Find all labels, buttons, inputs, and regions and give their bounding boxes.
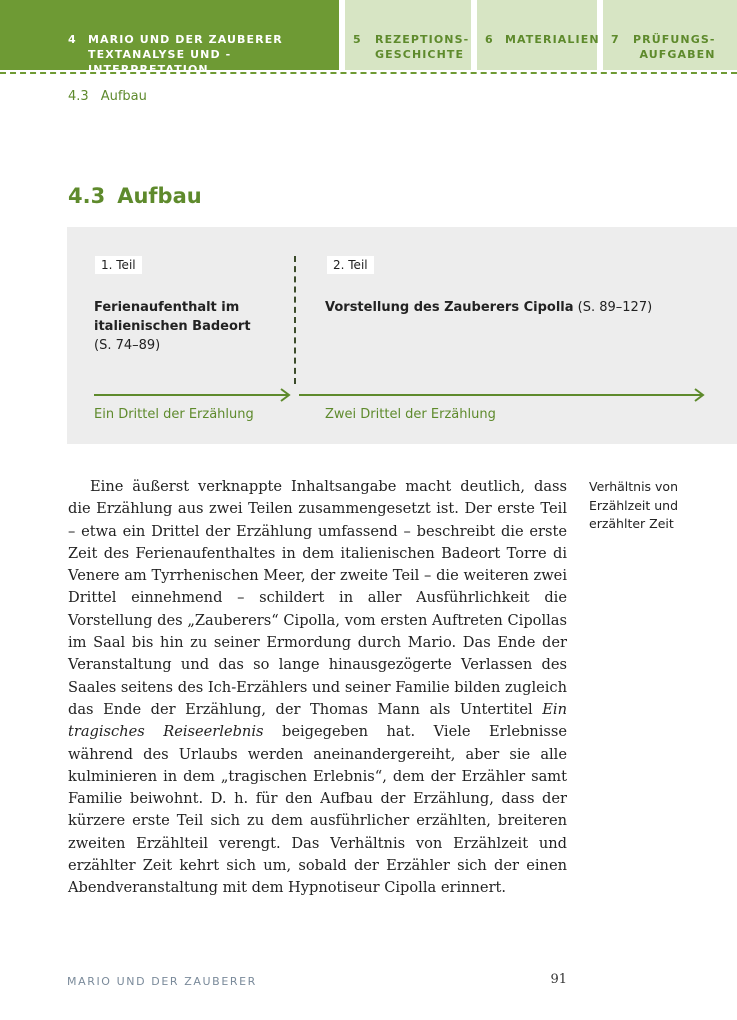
- margin-note: [589, 478, 719, 534]
- part1-desc-line2: italienischen Badeort: [94, 319, 251, 334]
- part1-desc-line1: Ferienaufenthalt im: [94, 300, 240, 315]
- tab-label-line1: MARIO UND DER ZAUBERER: [88, 33, 283, 46]
- tab-textanalyse[interactable]: [0, 0, 339, 76]
- part2-arrow-icon: [299, 389, 703, 401]
- part1-pages: (S. 74–89): [94, 338, 161, 353]
- part1-description: [94, 298, 284, 355]
- running-head: [68, 89, 147, 104]
- part2-share: Zwei Drittel der Erzählung: [325, 407, 496, 422]
- tab-pruefungsaufgaben[interactable]: [603, 0, 737, 70]
- body-text-part1: Eine äußerst verknappte Inhaltsangabe macht deutlich, dass die Erzählung aus zwei Teilen zusammengesetzt ist. Der erste Teil – etwa ein Drittel der Erzählung umfassend – beschreibt die erste Zeit des Ferienaufenthaltes in dem italienischen Badeort Torre di Venere am Tyrrhenischen Meer, der zweite Teil – die weiteren zwei Drittel einnehmend – schildert in aller Ausführlichkeit die Vorstellung des „Zauberers“ Cipolla, vom ersten Auftreten Cipollas im Saal bis hin zu seiner Ermordung durch Mario. Das Ende der Veranstaltung und das so lange hinausgezögerte Verlassen des Saales seitens des Ich-Erzählers und seiner Familie bilden zugleich das Ende der Erzählung, der Thomas Mann als Untertitel: [68, 478, 567, 718]
- body-text-part2: beigegeben hat. Viele Erlebnisse während des Urlaubs werden aneinandergereiht, aber sie alle kulminieren in dem „tragischen Erlebnis“, dem der Erzähler samt Familie beiwohnt. D. h. für den Aufbau der Erzählung, dass der kürzere erste Teil sich zu dem ausführlicher erzählten, breiteren zweiten Erzählteil verengt. Das Verhältnis von Erzählzeit und erzählter Zeit kehrt sich um, sobald der Erzähler sich der einen Abendveranstaltung mit dem Hypnotiseur Cipolla erinnert.: [68, 723, 567, 897]
- footer-book-title: MARIO UND DER ZAUBERER: [67, 975, 257, 988]
- part2-label: 2. Teil: [327, 256, 374, 274]
- part2-pages: (S. 89–127): [577, 300, 653, 315]
- part-divider: [294, 256, 296, 384]
- part1-label: 1. Teil: [95, 256, 142, 274]
- tab-number: 7: [611, 33, 620, 46]
- subtitle-italic: Ein tragisches Reiseerlebnis: [68, 700, 568, 741]
- part1-share: Ein Drittel der Erzählung: [94, 407, 254, 422]
- tab-label-line2: GESCHICHTE: [375, 48, 465, 61]
- tab-rezeptionsgeschichte[interactable]: [345, 0, 471, 70]
- tab-label-line1: PRÜFUNGS-: [633, 33, 716, 46]
- margin-note-line1: Verhältnis von: [589, 479, 678, 494]
- margin-note-line2: Erzählzeit und: [589, 497, 679, 513]
- tab-number: 5: [353, 33, 362, 46]
- margin-note-line3: erzählter Zeit: [589, 516, 674, 531]
- tab-label: [505, 32, 600, 47]
- page-number: 91: [550, 972, 567, 987]
- body-paragraph: [68, 476, 567, 900]
- structure-diagram: [67, 227, 737, 444]
- part1-arrow-icon: [94, 389, 289, 401]
- tab-number: 6: [485, 33, 494, 46]
- tab-label-line2: TEXTANALYSE UND -INTERPRETATION: [88, 48, 232, 76]
- tab-number: 4: [68, 33, 77, 46]
- part2-description: [325, 298, 725, 317]
- tab-label: [375, 32, 469, 62]
- section-title-text: Aufbau: [117, 184, 202, 208]
- running-head-title: Aufbau: [100, 89, 147, 104]
- tab-label: [633, 32, 716, 62]
- tab-label-line1: MATERIALIEN: [505, 33, 600, 46]
- tab-label: [88, 32, 339, 77]
- part2-desc-text: Vorstellung des Zauberers Cipolla: [325, 300, 574, 315]
- running-head-number: 4.3: [68, 89, 89, 104]
- section-title: [68, 184, 202, 208]
- tab-label-line1: REZEPTIONS-: [375, 33, 470, 46]
- section-number: 4.3: [68, 184, 106, 208]
- tab-label-line2: AUFGABEN: [639, 48, 716, 61]
- tab-materialien[interactable]: [477, 0, 600, 70]
- header-divider: [0, 72, 737, 74]
